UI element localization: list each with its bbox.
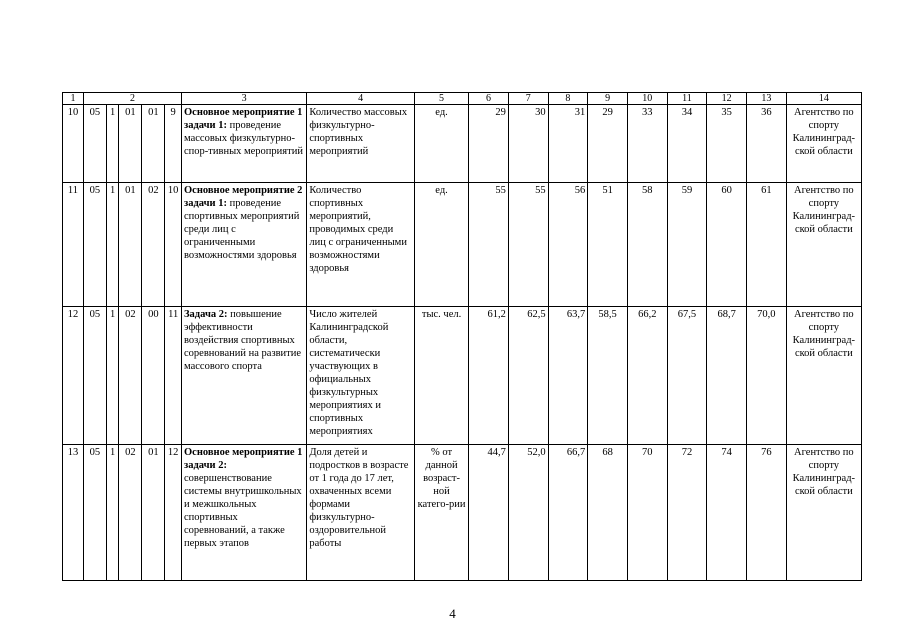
header-cell: 9	[588, 93, 628, 105]
header-cell: 14	[786, 93, 861, 105]
code-cell: 12	[165, 445, 182, 581]
value-cell: 66,7	[548, 445, 588, 581]
unit-cell: % от данной возраст-ной катего-рии	[414, 445, 468, 581]
header-cell: 13	[747, 93, 787, 105]
row-number-cell: 13	[63, 445, 84, 581]
value-cell: 59	[667, 183, 707, 307]
event-title: Основное мероприятие 2 задачи 1:	[184, 185, 303, 209]
header-cell: 6	[469, 93, 509, 105]
value-cell: 51	[588, 183, 628, 307]
value-cell: 66,2	[627, 307, 667, 445]
value-cell: 29	[588, 105, 628, 183]
event-cell	[182, 105, 307, 183]
value-cell: 58	[627, 183, 667, 307]
table-row	[63, 445, 862, 581]
code-cell: 1	[106, 445, 119, 581]
value-cell: 61,2	[469, 307, 509, 445]
value-cell: 70,0	[747, 307, 787, 445]
event-description: проведение массовых физкультурно-спор-тивных мероприятий	[184, 120, 303, 157]
event-description: повышение эффективности воздействия спортивных соревнований на развитие массового спорта	[184, 309, 302, 372]
unit-cell: ед.	[414, 183, 468, 307]
code-cell: 05	[83, 445, 106, 581]
value-cell: 62,5	[508, 307, 548, 445]
code-cell: 10	[165, 183, 182, 307]
value-cell: 68,7	[707, 307, 747, 445]
code-cell: 11	[165, 307, 182, 445]
value-cell: 35	[707, 105, 747, 183]
table-row	[63, 307, 862, 445]
table-row	[63, 183, 862, 307]
code-cell: 1	[106, 183, 119, 307]
code-cell: 05	[83, 307, 106, 445]
header-cell: 1	[63, 93, 84, 105]
value-cell: 61	[747, 183, 787, 307]
executor-cell: Агентство по спорту Калининград-ской области	[786, 105, 861, 183]
table-row	[63, 105, 862, 183]
value-cell: 52,0	[508, 445, 548, 581]
event-title: Задача 2:	[184, 309, 228, 320]
code-cell: 01	[119, 183, 142, 307]
event-cell	[182, 307, 307, 445]
code-cell: 02	[142, 183, 165, 307]
executor-cell: Агентство по спорту Калининград-ской области	[786, 307, 861, 445]
event-cell	[182, 445, 307, 581]
event-description: проведение спортивных мероприятий среди лиц с ограниченными возможностями здоровья	[184, 198, 300, 261]
header-cell: 8	[548, 93, 588, 105]
header-cell: 7	[508, 93, 548, 105]
row-number-cell: 11	[63, 183, 84, 307]
header-cell: 10	[627, 93, 667, 105]
executor-cell: Агентство по спорту Калининград-ской области	[786, 183, 861, 307]
header-cell: 4	[307, 93, 415, 105]
value-cell: 70	[627, 445, 667, 581]
value-cell: 30	[508, 105, 548, 183]
unit-cell: ед.	[414, 105, 468, 183]
code-cell: 05	[83, 105, 106, 183]
header-cell: 3	[182, 93, 307, 105]
code-cell: 00	[142, 307, 165, 445]
indicator-cell: Количество спортивных мероприятий, проводимых среди лиц с ограниченными возможностями здоровья	[307, 183, 415, 307]
value-cell: 76	[747, 445, 787, 581]
row-number-cell: 10	[63, 105, 84, 183]
event-description: совершенствование системы внутришкольных и межшкольных спортивных соревнований, а также первых этапов	[184, 473, 302, 549]
indicator-cell: Доля детей и подростков в возрасте от 1 года до 17 лет, охваченных всеми формами физкультурно-оздоровительной работы	[307, 445, 415, 581]
table-body	[63, 105, 862, 581]
value-cell: 31	[548, 105, 588, 183]
code-cell: 02	[119, 445, 142, 581]
value-cell: 60	[707, 183, 747, 307]
code-cell: 1	[106, 105, 119, 183]
code-cell: 1	[106, 307, 119, 445]
value-cell: 55	[469, 183, 509, 307]
event-title: Основное мероприятие 1 задачи 2:	[184, 447, 303, 471]
code-cell: 01	[119, 105, 142, 183]
indicator-cell: Количество массовых физкультурно-спортивных мероприятий	[307, 105, 415, 183]
code-cell: 9	[165, 105, 182, 183]
unit-cell: тыс. чел.	[414, 307, 468, 445]
header-row	[63, 93, 862, 105]
value-cell: 33	[627, 105, 667, 183]
value-cell: 67,5	[667, 307, 707, 445]
code-cell: 02	[119, 307, 142, 445]
value-cell: 72	[667, 445, 707, 581]
page-number: 4	[449, 606, 456, 621]
value-cell: 56	[548, 183, 588, 307]
event-cell	[182, 183, 307, 307]
value-cell: 34	[667, 105, 707, 183]
value-cell: 36	[747, 105, 787, 183]
header-cell: 11	[667, 93, 707, 105]
header-cell: 12	[707, 93, 747, 105]
value-cell: 63,7	[548, 307, 588, 445]
event-title: Основное мероприятие 1 задачи 1:	[184, 107, 303, 131]
value-cell: 29	[469, 105, 509, 183]
code-cell: 01	[142, 105, 165, 183]
value-cell: 74	[707, 445, 747, 581]
row-number-cell: 12	[63, 307, 84, 445]
indicator-cell: Число жителей Калининградской области, систематически участвующих в официальных физкультурных мероприятиях и спортивных мероприятиях	[307, 307, 415, 445]
code-cell: 05	[83, 183, 106, 307]
value-cell: 44,7	[469, 445, 509, 581]
indicators-table	[62, 92, 862, 581]
header-cell: 2	[83, 93, 181, 105]
executor-cell: Агентство по спорту Калининград-ской области	[786, 445, 861, 581]
value-cell: 68	[588, 445, 628, 581]
header-cell: 5	[414, 93, 468, 105]
code-cell: 01	[142, 445, 165, 581]
value-cell: 58,5	[588, 307, 628, 445]
value-cell: 55	[508, 183, 548, 307]
